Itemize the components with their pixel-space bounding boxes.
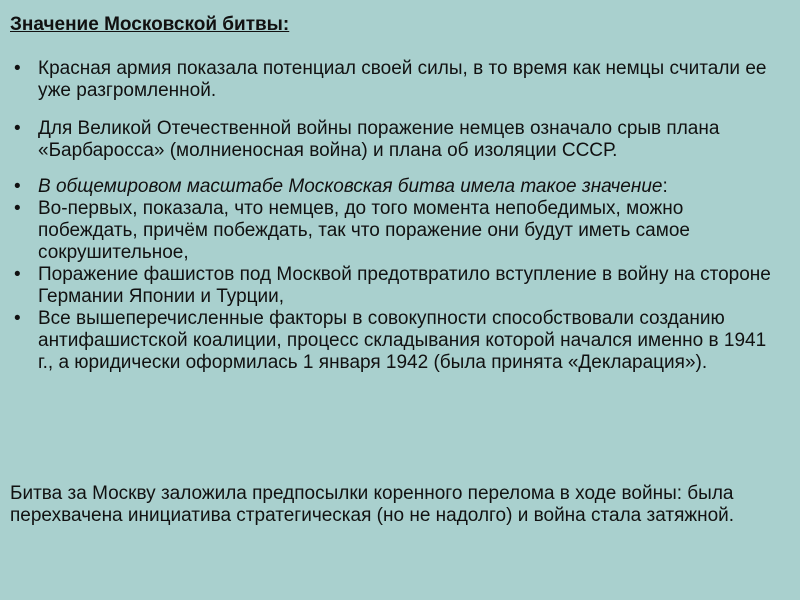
- bullet-item: [14, 118, 784, 162]
- bullet-dot: •: [14, 198, 21, 219]
- slide-title: Значение Московской битвы:: [10, 14, 290, 35]
- bullet-dot: •: [14, 264, 21, 285]
- bullet-dot: •: [14, 58, 21, 79]
- conclusion-paragraph: Битва за Москву заложила предпосылки коренного перелома в ходе войны: была перехвачена инициатива стратегическая (но не надолго) и война стала затяжной.: [10, 483, 735, 526]
- bullet-dot: •: [14, 118, 21, 139]
- bullet-text: Для Великой Отечественной войны поражение немцев означало срыв плана «Барбаросса» (молниеносная война) и плана об изоляции СССР.: [38, 118, 720, 161]
- bullet-dot: •: [14, 308, 21, 329]
- bullet-item: [14, 308, 784, 374]
- bullet-dot: •: [14, 176, 21, 197]
- bullet-text: Во-первых, показала, что немцев, до того момента непобедимых, можно побеждать, причём побеждать, так что поражение они будут иметь самое сокрушительное,: [38, 198, 690, 263]
- bullet-text: Красная армия показала потенциал своей силы, в то время как немцы считали ее уже разгромленной.: [38, 58, 767, 101]
- bullet-text-italic: В общемировом масштабе Московская битва имела такое значение: [38, 176, 663, 197]
- bullet-text: Все вышеперечисленные факторы в совокупности способствовали созданию антифашистской коалиции, процесс складывания которой начался именно в 1941 г., а юридически оформилась 1 января 1942 (была принята «Декларация»).: [38, 308, 767, 373]
- bullet-item: [14, 198, 784, 264]
- bullet-item: [14, 264, 784, 308]
- bullet-item: [14, 58, 784, 102]
- bullet-item: [14, 176, 784, 198]
- bullet-text-suffix: :: [662, 176, 668, 197]
- bullet-text: Поражение фашистов под Москвой предотвратило вступление в войну на стороне Германии Японии и Турции,: [38, 264, 771, 307]
- bullet-list: [14, 58, 784, 374]
